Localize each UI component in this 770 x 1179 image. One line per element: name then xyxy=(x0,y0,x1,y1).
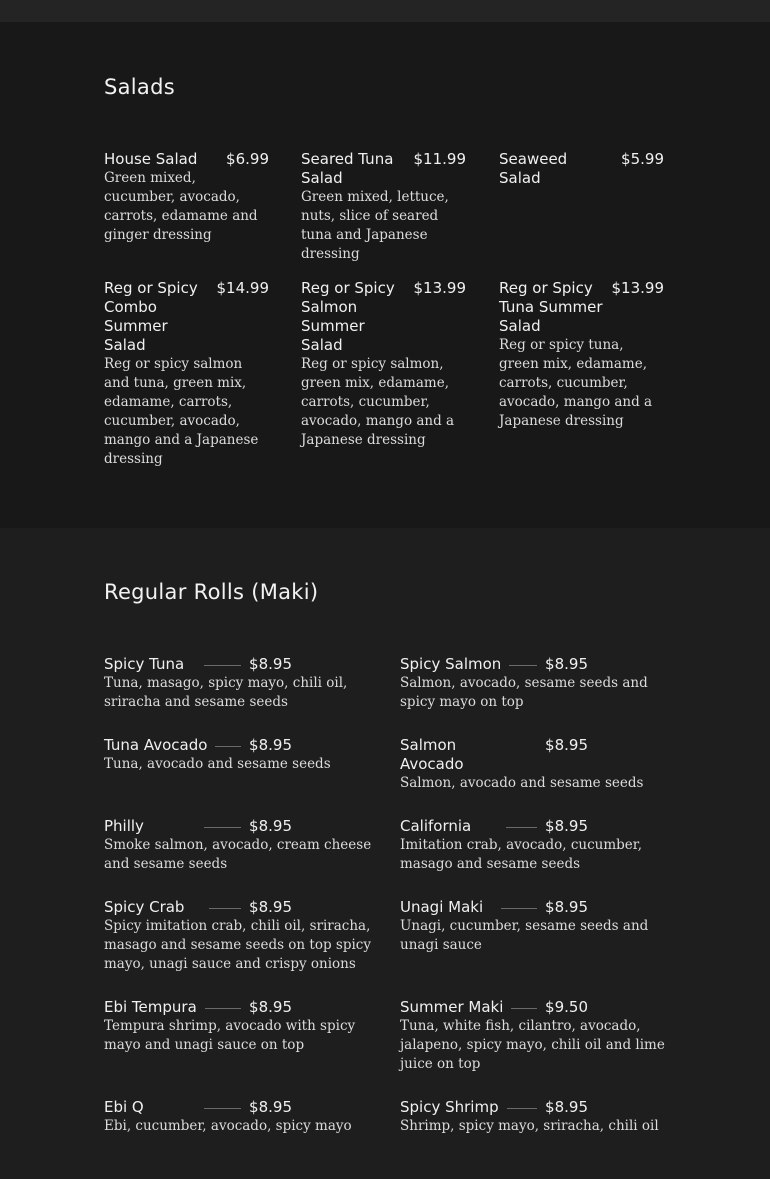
item-description: Salmon, avocado, sesame seeds and spicy mayo on top xyxy=(400,675,648,710)
item-name: Tuna Avocado xyxy=(104,736,208,754)
menu-item xyxy=(400,817,670,898)
item-price: $8.95 xyxy=(249,998,292,1016)
menu-item xyxy=(400,1098,670,1179)
menu-item xyxy=(400,655,670,736)
item-name: California xyxy=(400,817,472,835)
item-price: $8.95 xyxy=(249,898,292,916)
item-name: Salmon Avocado xyxy=(400,736,464,773)
item-price: $8.95 xyxy=(545,655,588,673)
item-description: Salmon, avocado and sesame seeds xyxy=(400,775,644,791)
leader-line xyxy=(204,827,241,828)
menu-item xyxy=(104,736,374,817)
item-description: Reg or spicy tuna, green mix, edamame, carrots, cucumber, avocado, mango and a Japanese dressing xyxy=(499,337,653,429)
item-name: Philly xyxy=(104,817,144,835)
menu-item xyxy=(400,998,670,1098)
item-price: $8.95 xyxy=(545,817,588,835)
item-name: Spicy Tuna xyxy=(104,655,185,673)
item-price: $8.95 xyxy=(249,736,292,754)
leader-line xyxy=(215,746,241,747)
menu-item xyxy=(499,279,664,469)
item-name: Unagi Maki xyxy=(400,898,484,916)
item-price: $8.95 xyxy=(545,1098,588,1116)
leader-line xyxy=(506,827,537,828)
menu-item xyxy=(499,150,664,264)
item-price: $8.95 xyxy=(249,1098,292,1116)
item-name: House Salad xyxy=(104,150,198,168)
item-price: $8.95 xyxy=(545,898,588,916)
item-name: Ebi Tempura xyxy=(104,998,197,1016)
top-bar xyxy=(0,0,770,22)
item-description: Smoke salmon, avocado, cream cheese and sesame seeds xyxy=(104,837,372,872)
item-price: $13.99 xyxy=(611,279,664,297)
leader-line xyxy=(209,908,241,909)
item-description: Reg or spicy salmon, green mix, edamame, carrots, cucumber, avocado, mango and a Japanese dressing xyxy=(301,356,455,448)
item-price: $6.99 xyxy=(226,150,269,168)
menu-item xyxy=(301,150,466,264)
leader-line xyxy=(511,1008,537,1009)
menu-item xyxy=(400,736,670,817)
section-title-rolls: Regular Rolls (Maki) xyxy=(104,580,319,604)
item-price: $13.99 xyxy=(413,279,466,297)
item-description: Green mixed, lettuce, nuts, slice of seared tuna and Japanese dressing xyxy=(301,189,449,262)
item-description: Tuna, masago, spicy mayo, chili oil, sriracha and sesame seeds xyxy=(104,675,348,710)
item-name: Ebi Q xyxy=(104,1098,144,1116)
item-description: Ebi, cucumber, avocado, spicy mayo xyxy=(104,1118,352,1134)
menu-item xyxy=(104,655,374,736)
item-price: $8.95 xyxy=(545,736,588,754)
leader-line xyxy=(509,665,537,666)
leader-line xyxy=(507,1108,537,1109)
menu-item xyxy=(104,817,374,898)
leader-line xyxy=(204,1108,241,1109)
item-price: $9.50 xyxy=(545,998,588,1016)
leader-line xyxy=(501,908,537,909)
item-price: $5.99 xyxy=(621,150,664,168)
item-description: Imitation crab, avocado, cucumber, masago and sesame seeds xyxy=(400,837,643,872)
item-name: Spicy Shrimp xyxy=(400,1098,499,1116)
menu-item xyxy=(104,898,374,998)
item-price: $8.95 xyxy=(249,655,292,673)
item-name: Reg or Spicy Combo Summer Salad xyxy=(104,279,198,354)
item-name: Reg or Spicy Tuna Summer Salad xyxy=(499,279,603,335)
item-name: Seared Tuna Salad xyxy=(301,150,394,187)
menu-item xyxy=(104,1098,374,1179)
item-description: Tuna, white fish, cilantro, avocado, jalapeno, spicy mayo, chili oil and lime juice on top xyxy=(400,1018,665,1072)
salads-section xyxy=(0,22,770,528)
menu-item xyxy=(104,279,269,469)
item-description: Tempura shrimp, avocado with spicy mayo and unagi sauce on top xyxy=(104,1018,356,1053)
item-description: Shrimp, spicy mayo, sriracha, chili oil xyxy=(400,1118,659,1134)
leader-line xyxy=(205,1008,241,1009)
regular-rolls-section xyxy=(0,528,770,1134)
item-description: Green mixed, cucumber, avocado, carrots, edamame and ginger dressing xyxy=(104,170,258,243)
item-name: Summer Maki xyxy=(400,998,504,1016)
section-title-salads: Salads xyxy=(104,75,175,99)
item-name: Reg or Spicy Salmon Summer Salad xyxy=(301,279,395,354)
item-name: Spicy Crab xyxy=(104,898,185,916)
item-description: Reg or spicy salmon and tuna, green mix, edamame, carrots, cucumber, avocado, mango and a Japanese dressing xyxy=(104,356,259,467)
item-name: Seaweed Salad xyxy=(499,150,568,187)
salads-grid xyxy=(104,150,669,469)
item-description: Unagi, cucumber, sesame seeds and unagi sauce xyxy=(400,918,649,953)
item-description: Spicy imitation crab, chili oil, sriracha, masago and sesame seeds on top spicy mayo, unagi sauce and crispy onions xyxy=(104,918,371,972)
menu-item xyxy=(400,898,670,998)
item-price: $8.95 xyxy=(249,817,292,835)
menu-item xyxy=(104,998,374,1098)
item-price: $14.99 xyxy=(216,279,269,297)
item-name: Spicy Salmon xyxy=(400,655,502,673)
item-description: Tuna, avocado and sesame seeds xyxy=(104,756,331,772)
menu-item xyxy=(104,150,269,264)
menu-item xyxy=(301,279,466,469)
leader-line xyxy=(204,665,241,666)
item-price: $11.99 xyxy=(413,150,466,168)
rolls-grid xyxy=(104,655,680,1179)
